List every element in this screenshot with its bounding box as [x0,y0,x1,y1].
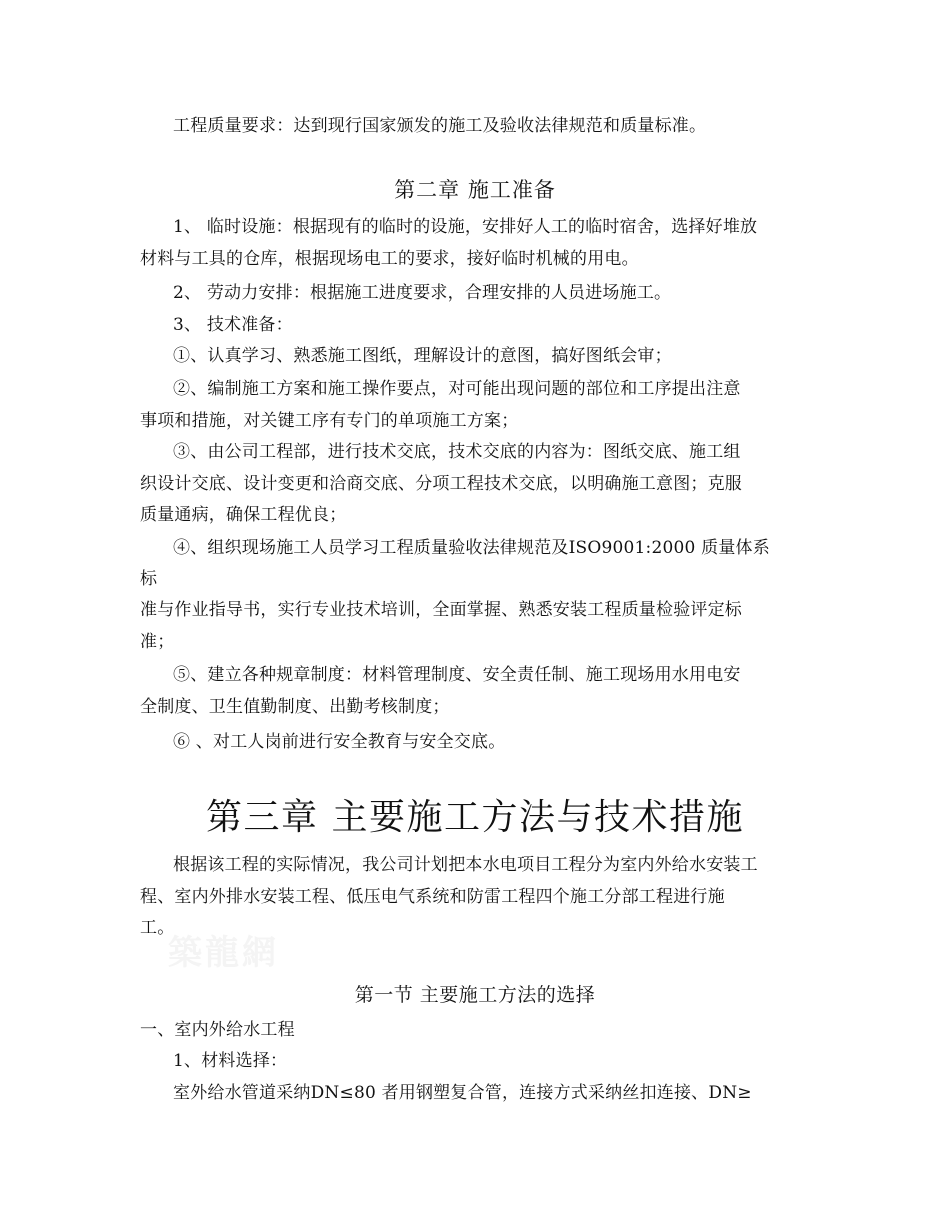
watermark-text: 築龍網 [168,933,279,973]
tech-prep-sub-4-line-1: ④、组织现场施工人员学习工程质量验收法律规范及ISO9001:2000 质量体系 [173,538,770,558]
material-selection-line-1: 室外给水管道采纳DN≤80 者用钢塑复合管，连接方式采纳丝扣连接、DN≥ [173,1083,752,1103]
tech-prep-sub-4-line-4: 准； [140,632,175,652]
chapter-2-item-2: 2、 劳动力安排：根据施工进度要求，合理安排的人员进场施工。 [173,283,672,303]
tech-prep-sub-4-line-3: 准与作业指导书，实行专业技术培训，全面掌握、熟悉安装工程质量检验评定标 [140,600,742,620]
chapter-2-item-3: 3、 技术准备： [173,315,293,335]
tech-prep-sub-2-line-1: ②、编制施工方案和施工操作要点，对可能出现问题的部位和工序提出注意 [173,379,741,399]
tech-prep-sub-6: ⑥ 、对工人岗前进行安全教育与安全交底。 [173,732,506,752]
tech-prep-sub-3-line-3: 质量通病，确保工程优良； [140,505,347,525]
tech-prep-sub-5-line-1: ⑤、建立各种规章制度：材料管理制度、安全责任制、施工现场用水用电安 [173,665,741,685]
material-selection-heading: 1、材料选择： [173,1051,288,1071]
part-1-heading: 一、室内外给水工程 [140,1020,295,1040]
tech-prep-sub-2-line-2: 事项和措施，对关键工序有专门的单项施工方案； [140,411,519,431]
chapter-2-title: 第二章 施工准备 [394,178,556,202]
chapter-3-title: 第三章 主要施工方法与技术措施 [206,797,744,838]
tech-prep-sub-5-line-2: 全制度、卫生值勤制度、出勤考核制度； [140,697,450,717]
chapter-2-item-1-line-1: 1、 临时设施：根据现有的临时的设施，安排好人工的临时宿舍，选择好堆放 [173,217,758,237]
chapter-3-intro-line-1: 根据该工程的实际情况，我公司计划把本水电项目工程分为室内外给水安装工 [173,855,758,875]
quality-requirement-paragraph: 工程质量要求：达到现行国家颁发的施工及验收法律规范和质量标准。 [173,116,707,136]
tech-prep-sub-3-line-1: ③、由公司工程部，进行技术交底，技术交底的内容为：图纸交底、施工组 [173,442,741,462]
chapter-3-intro-line-3: 工。 [140,918,175,938]
chapter-3-intro-line-2: 程、室内外排水安装工程、低压电气系统和防雷工程四个施工分部工程进行施 [140,887,725,907]
section-1-title: 第一节 主要施工方法的选择 [354,984,596,1006]
chapter-2-item-1-line-2: 材料与工具的仓库，根据现场电工的要求，接好临时机械的用电。 [140,249,639,269]
tech-prep-sub-1: ①、认真学习、熟悉施工图纸，理解设计的意图，搞好图纸会审； [173,346,672,366]
tech-prep-sub-3-line-2: 织设计交底、设计变更和洽商交底、分项工程技术交底，以明确施工意图；克服 [140,474,742,494]
tech-prep-sub-4-line-2: 标 [140,569,158,589]
